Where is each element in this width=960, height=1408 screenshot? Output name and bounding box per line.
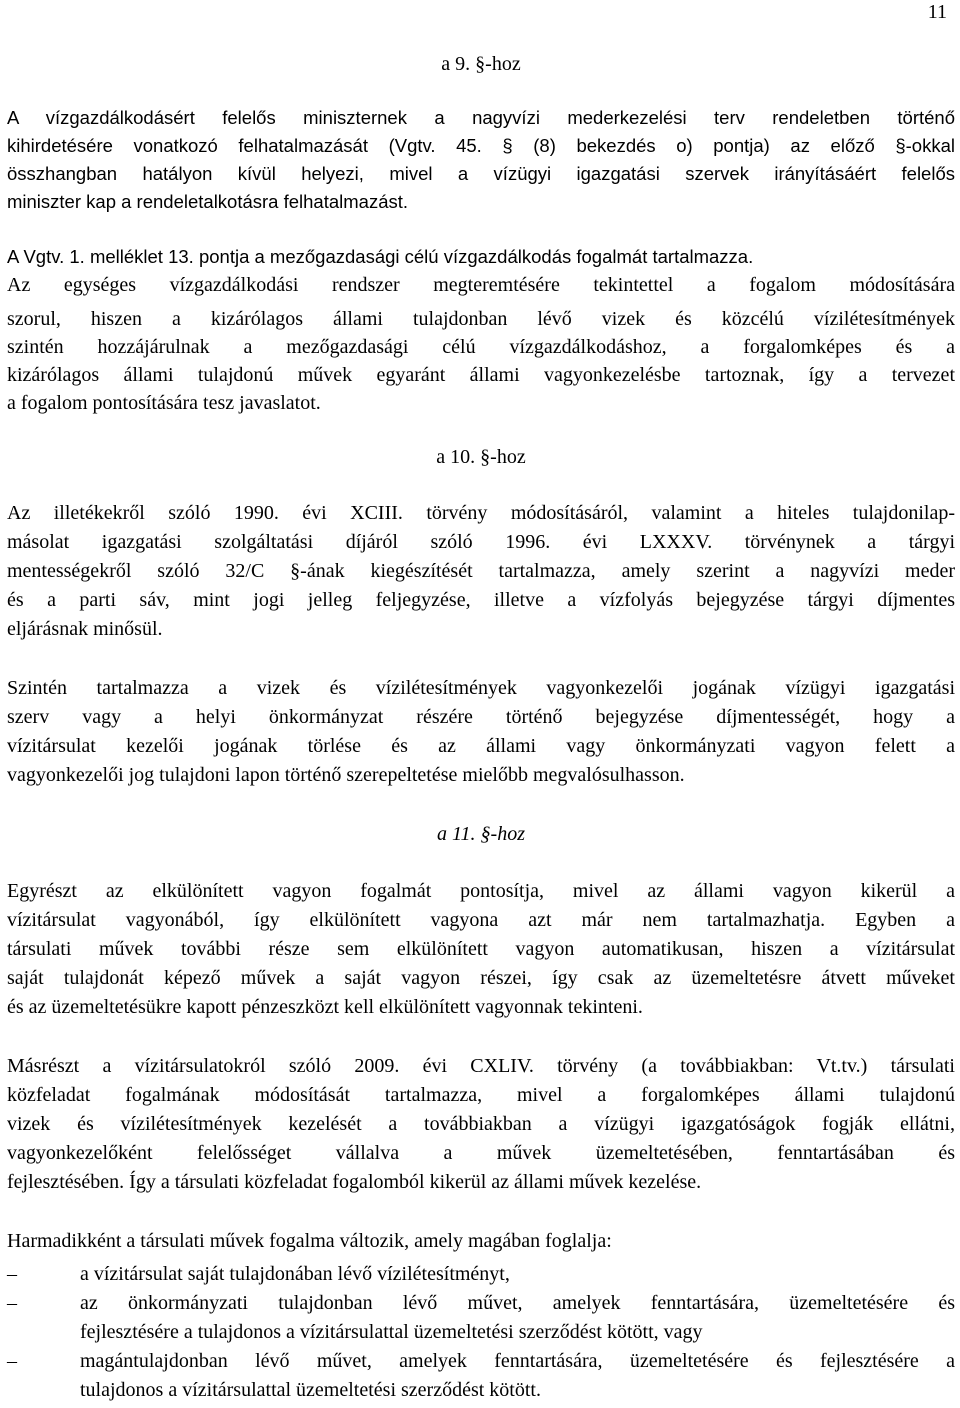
dash-bullet: – <box>7 1350 17 1372</box>
paragraph-2-line: A Vgtv. 1. melléklet 13. pontja a mezőgazdasági célú vízgazdálkodás fogalmát tartalmazza. <box>7 246 754 267</box>
paragraph-5-line: saját tulajdonát képező művek a saját vagyon részei, így csak az üzemeltetésre átvett műveket <box>7 967 955 989</box>
paragraph-7: Harmadikként a társulati művek fogalma változik, amely magában foglalja: <box>7 1230 612 1252</box>
dash-bullet: – <box>7 1292 17 1314</box>
list-item-line: tulajdonos a vízitársulattal üzemeltetési szerződést kötött. <box>80 1379 541 1401</box>
list-item-line: a vízitársulat saját tulajdonában lévő vízilétesítményt, <box>80 1263 510 1285</box>
paragraph-6-line: vagyonkezelőként felelősséget vállalva a művek üzemeltetésében, fenntartásában és <box>7 1142 955 1164</box>
paragraph-1-line: összhangban hatályon kívül helyezi, mivel a vízügyi igazgatási szervek irányításáért felelős <box>7 163 955 184</box>
paragraph-4-line: vízitársulat kezelői jogának törlése és az állami vagy önkormányzati vagyon felett a <box>7 735 955 757</box>
paragraph-3-line: Az illetékekről szóló 1990. évi XCIII. törvény módosításáról, valamint a hiteles tulajdonilap- <box>7 502 955 524</box>
document-page <box>7 0 955 1408</box>
paragraph-4-line: vagyonkezelői jog tulajdoni lapon történő szerepeltetése mielőbb megvalósulhasson. <box>7 764 685 786</box>
paragraph-6-line: fejlesztésében. Így a társulati közfeladat fogalomból kikerül az állami művek kezelése. <box>7 1171 702 1193</box>
list-item-line: fejlesztésére a tulajdonos a vízitársulattal üzemeltetési szerződést kötött, vagy <box>80 1321 703 1343</box>
paragraph-1-line: kihirdetésére vonatkozó felhatalmazását (Vgtv. 45. § (8) bekezdés o) pontja) az előző §-okkal <box>7 135 955 156</box>
paragraph-6-line: Másrészt a vízitársulatokról szóló 2009. évi CXLIV. törvény (a továbbiakban: Vt.tv.) társulati <box>7 1055 955 1077</box>
paragraph-2-line: a fogalom pontosítására tesz javaslatot. <box>7 392 321 414</box>
section-heading-9: a 9. §-hoz <box>441 53 521 75</box>
section-heading-10: a 10. §-hoz <box>436 446 526 468</box>
paragraph-4-line: szerv vagy a helyi önkormányzat részére történő bejegyzése díjmentességét, hogy a <box>7 706 955 728</box>
paragraph-6-line: közfeladat fogalmának módosítását tartalmazza, mivel a forgalomképes állami tulajdonú <box>7 1084 955 1106</box>
list-item-line: az önkormányzati tulajdonban lévő művet, amelyek fenntartására, üzemeltetésére és <box>80 1292 955 1314</box>
paragraph-2-line: kizárólagos állami tulajdonú művek egyaránt állami vagyonkezelésbe tartoznak, így a tervezet <box>7 364 955 386</box>
paragraph-5-line: és az üzemeltetésükre kapott pénzeszközt kell elkülönített vagyonnak tekinteni. <box>7 996 643 1018</box>
paragraph-5-line: társulati művek további része sem elkülönített vagyon automatikusan, hiszen a vízitársulat <box>7 938 955 960</box>
section-heading-11: a 11. §-hoz <box>437 823 525 845</box>
dash-bullet: – <box>7 1263 17 1285</box>
list-item-line: magántulajdonban lévő művet, amelyek fenntartására, üzemeltetésére és fejlesztésére a <box>80 1350 955 1372</box>
paragraph-2-line: szintén hozzájárulnak a mezőgazdasági célú vízgazdálkodáshoz, a forgalomképes és a <box>7 336 955 358</box>
paragraph-2-line: Az egységes vízgazdálkodási rendszer megteremtésére tekintettel a fogalom módosítására <box>7 274 955 296</box>
paragraph-3-line: másolat igazgatási szolgáltatási díjáról szóló 1996. évi LXXXV. törvénynek a tárgyi <box>7 531 955 553</box>
paragraph-1-line: miniszter kap a rendeletalkotásra felhatalmazást. <box>7 191 409 212</box>
paragraph-3-line: mentességekről szóló 32/C §-ának kiegészítését tartalmazza, amely szerint a nagyvízi meder <box>7 560 955 582</box>
paragraph-1-line: A vízgazdálkodásért felelős miniszternek a nagyvízi mederkezelési terv rendeletben történő <box>7 107 955 128</box>
paragraph-4-line: Szintén tartalmazza a vizek és vízilétesítmények vagyonkezelői jogának vízügyi igazgatási <box>7 677 955 699</box>
paragraph-2-line: szorul, hiszen a kizárólagos állami tulajdonban lévő vizek és közcélú vízilétesítmények <box>7 308 955 330</box>
paragraph-5-line: vízitársulat vagyonából, így elkülönített vagyona azt már nem tartalmazhatja. Egyben a <box>7 909 955 931</box>
paragraph-6-line: vizek és vízilétesítmények kezelését a továbbiakban a vízügyi igazgatóságok fogják ellátni, <box>7 1113 955 1135</box>
paragraph-5-line: Egyrészt az elkülönített vagyon fogalmát pontosítja, mivel az állami vagyon kikerül a <box>7 880 955 902</box>
paragraph-3-line: eljárásnak minősül. <box>7 618 163 640</box>
page-number: 11 <box>927 1 947 23</box>
paragraph-3-line: és a parti sáv, mint jogi jelleg feljegyzése, illetve a vízfolyás bejegyzése tárgyi díjmentes <box>7 589 955 611</box>
